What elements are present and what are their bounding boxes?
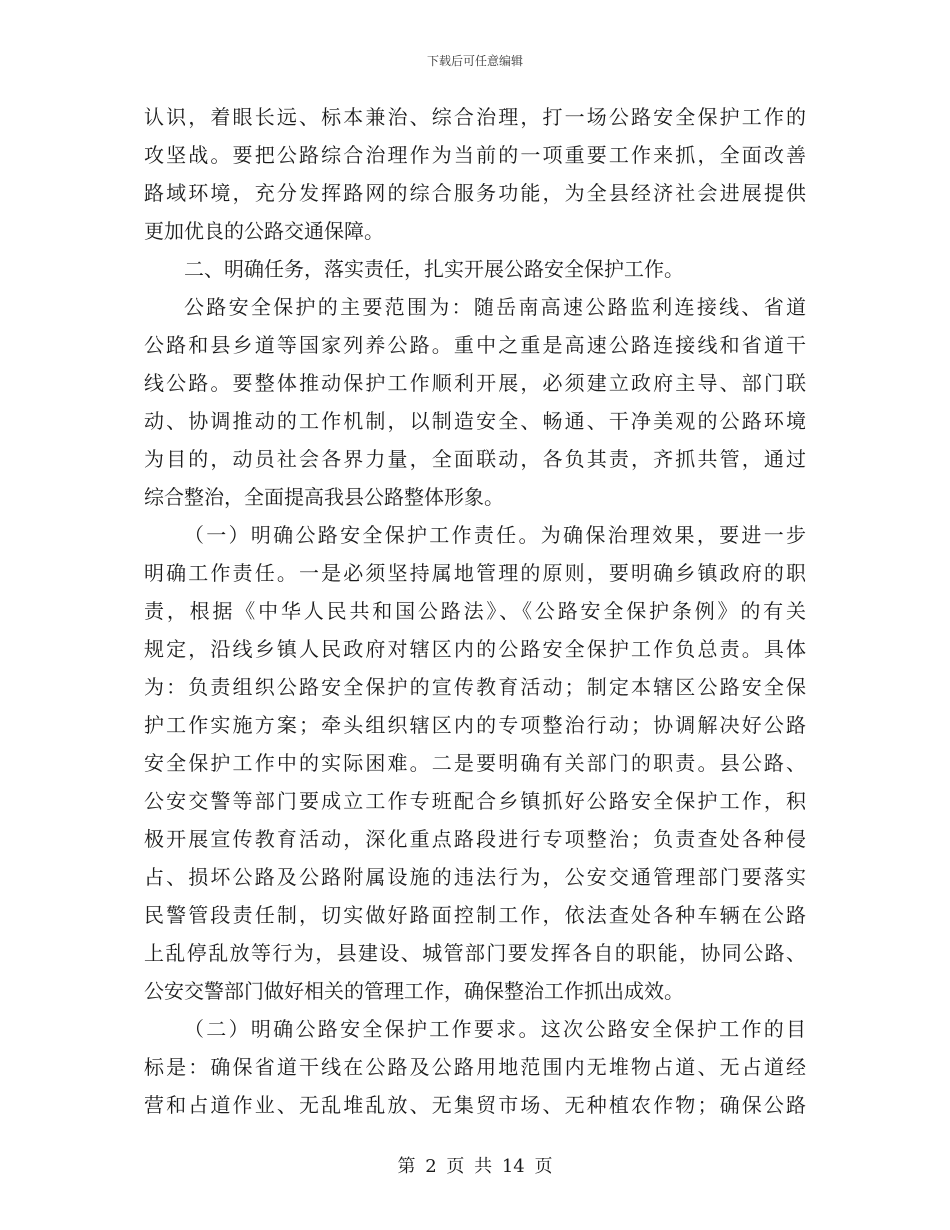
text-line: 上乱停乱放等行为，县建设、城管部门要发挥各自的职能，协同公路、 (144, 941, 806, 965)
text-line: 动、协调推动的工作机制，以制造安全、畅通、干净美观的公路环境 (144, 409, 806, 433)
text-line: 公路安全保护的主要范围为：随岳南高速公路监利连接线、省道 (184, 295, 806, 319)
text-line: 线公路。要整体推动保护工作顺利开展，必须建立政府主导、部门联 (144, 371, 806, 395)
text-line: 占、损坏公路及公路附属设施的违法行为，公安交通管理部门要落实 (144, 865, 806, 889)
text-line: 综合整治，全面提高我县公路整体形象。 (144, 485, 504, 509)
text-line: 认识，着眼长远、标本兼治、综合治理，打一场公路安全保护工作的 (144, 105, 806, 129)
text-line: 为：负责组织公路安全保护的宣传教育活动；制定本辖区公路安全保 (144, 675, 806, 699)
page-number: 第 2 页 共 14 页 (397, 1156, 553, 1177)
document-body (144, 98, 806, 1124)
text-line: 更加优良的公路交通保障。 (144, 219, 384, 243)
text-line: 攻坚战。要把公路综合治理作为当前的一项重要工作来抓，全面改善 (144, 143, 806, 167)
text-line: 路域环境，充分发挥路网的综合服务功能，为全县经济社会进展提供 (144, 181, 806, 205)
text-line: 公安交警等部门要成立工作专班配合乡镇抓好公路安全保护工作，积 (144, 789, 806, 813)
text-line: 安全保护工作中的实际困难。二是要明确有关部门的职责。县公路、 (144, 751, 806, 775)
text-line: （一）明确公路安全保护工作责任。为确保治理效果，要进一步 (184, 523, 806, 547)
text-line: 民警管段责任制，切实做好路面控制工作，依法查处各种车辆在公路 (144, 903, 806, 927)
text-line: 明确工作责任。一是必须坚持属地管理的原则，要明确乡镇政府的职 (144, 561, 806, 585)
text-line: 营和占道作业、无乱堆乱放、无集贸市场、无种植农作物；确保公路 (144, 1093, 806, 1117)
page-header: 下载后可任意编辑 (426, 54, 523, 68)
text-line: 护工作实施方案；牵头组织辖区内的专项整治行动；协调解决好公路 (144, 713, 806, 737)
text-line: 规定，沿线乡镇人民政府对辖区内的公路安全保护工作负总责。具体 (144, 637, 806, 661)
section-heading: 二、明确任务，落实责任，扎实开展公路安全保护工作。 (184, 257, 684, 281)
text-line: 责，根据《中华人民共和国公路法》、《公路安全保护条例》的有关 (144, 599, 806, 623)
text-line: （二）明确公路安全保护工作要求。这次公路安全保护工作的目 (184, 1017, 806, 1041)
text-line: 公安交警部门做好相关的管理工作，确保整治工作抓出成效。 (144, 979, 684, 1003)
text-line: 为目的，动员社会各界力量，全面联动，各负其责，齐抓共管，通过 (144, 447, 806, 471)
text-line: 极开展宣传教育活动，深化重点路段进行专项整治；负责查处各种侵 (144, 827, 806, 851)
text-line: 标是：确保省道干线在公路及公路用地范围内无堆物占道、无占道经 (144, 1055, 806, 1079)
text-line: 公路和县乡道等国家列养公路。重中之重是高速公路连接线和省道干 (144, 333, 806, 357)
